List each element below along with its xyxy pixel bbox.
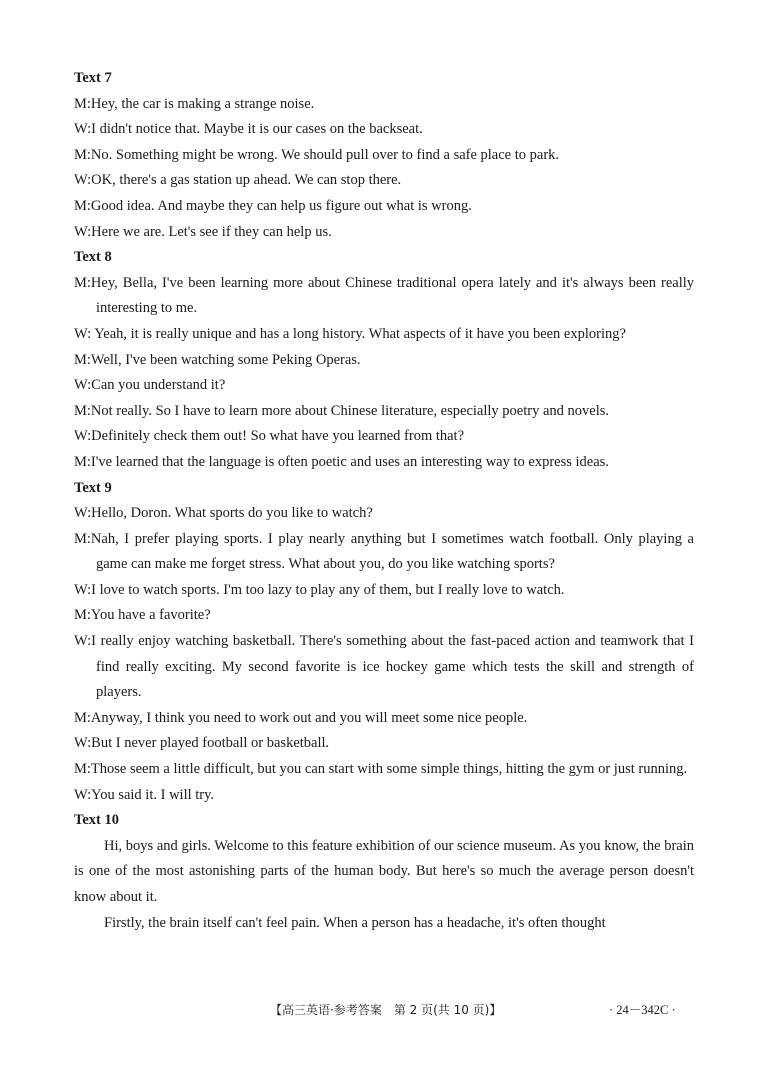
dialog-line: W: Yeah, it is really unique and has a long history. What aspects of it have you been exploring?: [74, 325, 626, 342]
dialog-line: M:You have a favorite?: [74, 607, 211, 624]
dialog-line: W:OK, there's a gas station up ahead. We can stop there.: [74, 172, 402, 189]
dialog-line: W:You said it. I will try.: [74, 786, 215, 803]
footer-doc-code: · 24－342C ·: [609, 1003, 676, 1017]
paragraph: Hi, boys and girls. Welcome to this feature exhibition of our science museum. As you know, the brain is one of the most astonishing parts of the human body. But here's so much the average person doesn't know about it.: [74, 837, 694, 905]
dialog-line: W:But I never played football or basketball.: [74, 735, 330, 752]
dialog-line: M:Well, I've been watching some Peking Operas.: [74, 351, 361, 368]
dialog-line: M:Hey, Bella, I've been learning more about Chinese traditional opera lately and it's always been really interesting to me.: [74, 274, 694, 317]
section-text-10: [74, 808, 694, 936]
document-body: [74, 66, 694, 936]
section-text-9: [74, 476, 694, 809]
section-title: Text 9: [74, 479, 112, 496]
dialog-line: M:Good idea. And maybe they can help us figure out what is wrong.: [74, 197, 472, 214]
dialog-line: M:Hey, the car is making a strange noise.: [74, 95, 315, 112]
dialog-line: M:I've learned that the language is often poetic and uses an interesting way to express ideas.: [74, 453, 609, 470]
section-text-7: [74, 66, 694, 245]
section-title: Text 8: [74, 249, 112, 266]
dialog-line: W:Definitely check them out! So what have you learned from that?: [74, 428, 465, 445]
dialog-line: M:No. Something might be wrong. We should pull over to find a safe place to park.: [74, 146, 560, 163]
section-text-8: [74, 245, 694, 475]
dialog-line: W:I love to watch sports. I'm too lazy to play any of them, but I really love to watch.: [74, 581, 565, 598]
paragraph: Firstly, the brain itself can't feel pain. When a person has a headache, it's often thought: [104, 914, 606, 931]
dialog-line: W:I really enjoy watching basketball. There's something about the fast-paced action and teamwork that I find really exciting. My second favorite is ice hockey game which tests the skill and strength of players.: [74, 633, 694, 701]
dialog-line: M:Anyway, I think you need to work out and you will meet some nice people.: [74, 709, 528, 726]
dialog-line: M:Not really. So I have to learn more about Chinese literature, especially poetry and novels.: [74, 402, 609, 419]
page-footer: [0, 1000, 764, 1020]
dialog-line: W:Hello, Doron. What sports do you like to watch?: [74, 505, 373, 522]
dialog-line: W:Can you understand it?: [74, 377, 226, 394]
dialog-line: W:Here we are. Let's see if they can help us.: [74, 223, 332, 240]
section-title: Text 10: [74, 812, 119, 829]
dialog-line: W:I didn't notice that. Maybe it is our cases on the backseat.: [74, 121, 423, 138]
section-title: Text 7: [74, 70, 112, 86]
dialog-line: M:Nah, I prefer playing sports. I play nearly anything but I sometimes watch football. Only playing a game can make me forget stress. What about you, do you like watching sports?: [74, 530, 694, 573]
dialog-line: M:Those seem a little difficult, but you can start with some simple things, hitting the gym or just running.: [74, 761, 688, 778]
footer-page-info: 【高三英语·参考答案 第 2 页(共 10 页)】: [270, 1003, 502, 1017]
